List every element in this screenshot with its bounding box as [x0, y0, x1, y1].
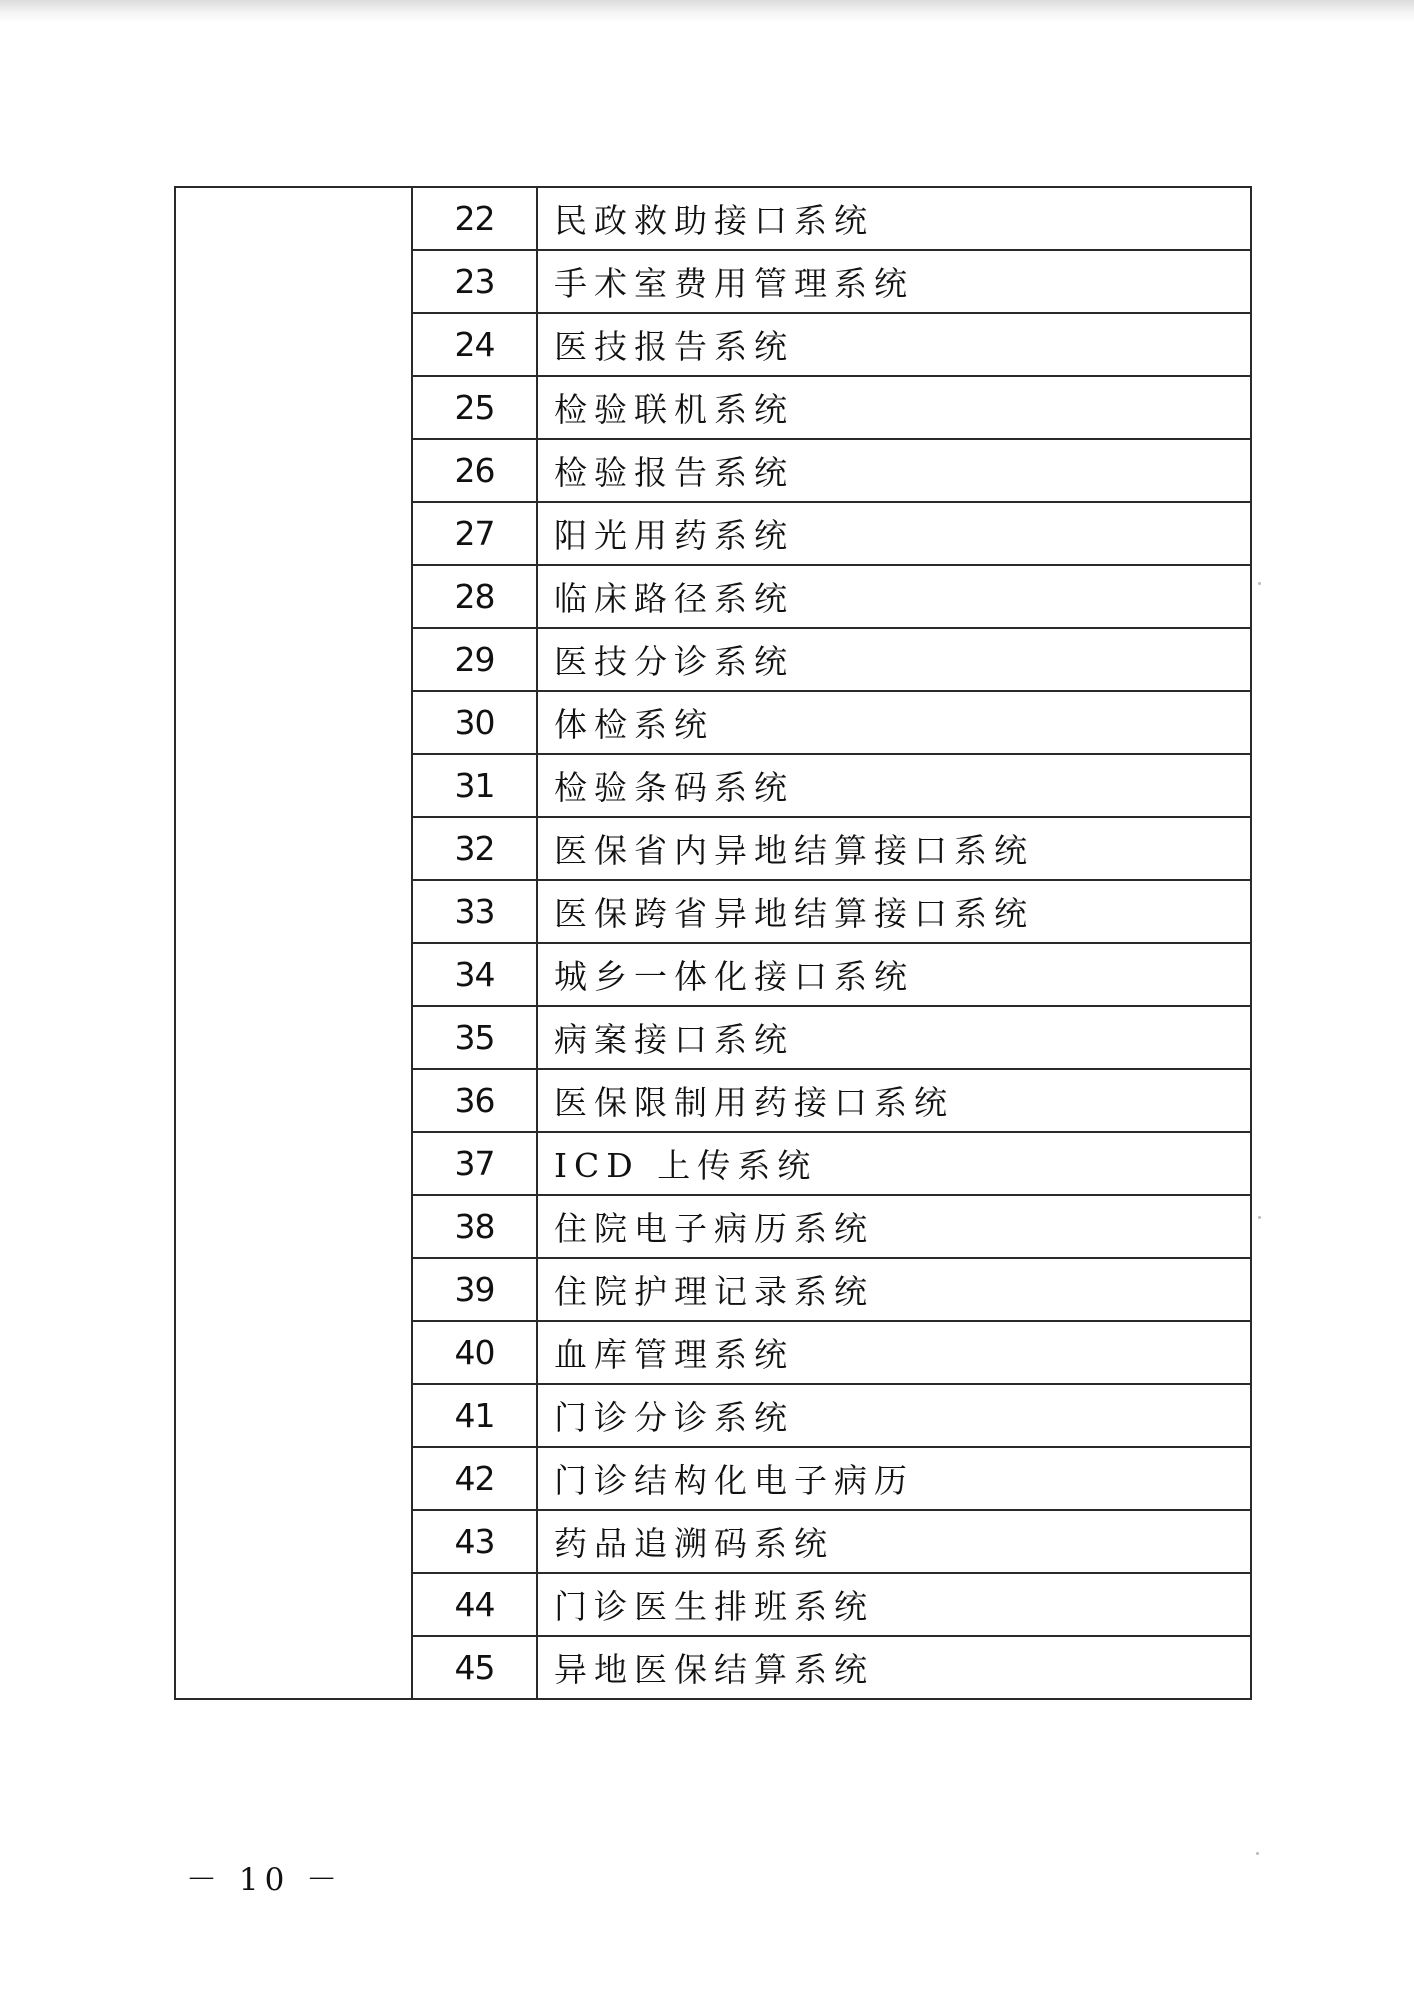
- row-number: 34: [412, 943, 537, 1006]
- system-name: 住院电子病历系统: [537, 1195, 1251, 1258]
- system-name: 阳光用药系统: [537, 502, 1251, 565]
- page-number: － 10 －: [186, 1862, 344, 1898]
- row-number: 22: [412, 187, 537, 250]
- row-number: 40: [412, 1321, 537, 1384]
- row-number: 29: [412, 628, 537, 691]
- scan-speck: [1258, 582, 1261, 585]
- system-name: 医保限制用药接口系统: [537, 1069, 1251, 1132]
- system-name: 药品追溯码系统: [537, 1510, 1251, 1573]
- row-number: 37: [412, 1132, 537, 1195]
- row-number: 38: [412, 1195, 537, 1258]
- system-name: 检验条码系统: [537, 754, 1251, 817]
- system-name: 血库管理系统: [537, 1321, 1251, 1384]
- row-number: 33: [412, 880, 537, 943]
- scan-speck: [1256, 1852, 1259, 1855]
- system-name: 体检系统: [537, 691, 1251, 754]
- row-number: 44: [412, 1573, 537, 1636]
- system-name: 医技分诊系统: [537, 628, 1251, 691]
- row-number: 36: [412, 1069, 537, 1132]
- row-number: 25: [412, 376, 537, 439]
- row-number: 42: [412, 1447, 537, 1510]
- row-number: 41: [412, 1384, 537, 1447]
- scan-speck: [1258, 1216, 1261, 1219]
- row-number: 30: [412, 691, 537, 754]
- category-cell: [175, 187, 412, 1699]
- system-name: 检验报告系统: [537, 439, 1251, 502]
- system-name: 门诊结构化电子病历: [537, 1447, 1251, 1510]
- row-number: 27: [412, 502, 537, 565]
- system-name: 临床路径系统: [537, 565, 1251, 628]
- system-name: 医保省内异地结算接口系统: [537, 817, 1251, 880]
- row-number: 45: [412, 1636, 537, 1699]
- row-number: 39: [412, 1258, 537, 1321]
- system-name: 病案接口系统: [537, 1006, 1251, 1069]
- system-name: ICD 上传系统: [537, 1132, 1251, 1195]
- system-name: 医保跨省异地结算接口系统: [537, 880, 1251, 943]
- row-number: 43: [412, 1510, 537, 1573]
- row-number: 35: [412, 1006, 537, 1069]
- scan-top-edge: [0, 0, 1414, 22]
- row-number: 26: [412, 439, 537, 502]
- system-name: 异地医保结算系统: [537, 1636, 1251, 1699]
- system-name: 门诊分诊系统: [537, 1384, 1251, 1447]
- system-name: 检验联机系统: [537, 376, 1251, 439]
- system-name: 城乡一体化接口系统: [537, 943, 1251, 1006]
- row-number: 23: [412, 250, 537, 313]
- system-name: 民政救助接口系统: [537, 187, 1251, 250]
- row-number: 24: [412, 313, 537, 376]
- system-name: 手术室费用管理系统: [537, 250, 1251, 313]
- system-list-table: [174, 186, 1252, 1700]
- row-number: 32: [412, 817, 537, 880]
- system-name: 医技报告系统: [537, 313, 1251, 376]
- row-number: 31: [412, 754, 537, 817]
- system-name: 住院护理记录系统: [537, 1258, 1251, 1321]
- table-row: [175, 187, 1251, 250]
- row-number: 28: [412, 565, 537, 628]
- system-name: 门诊医生排班系统: [537, 1573, 1251, 1636]
